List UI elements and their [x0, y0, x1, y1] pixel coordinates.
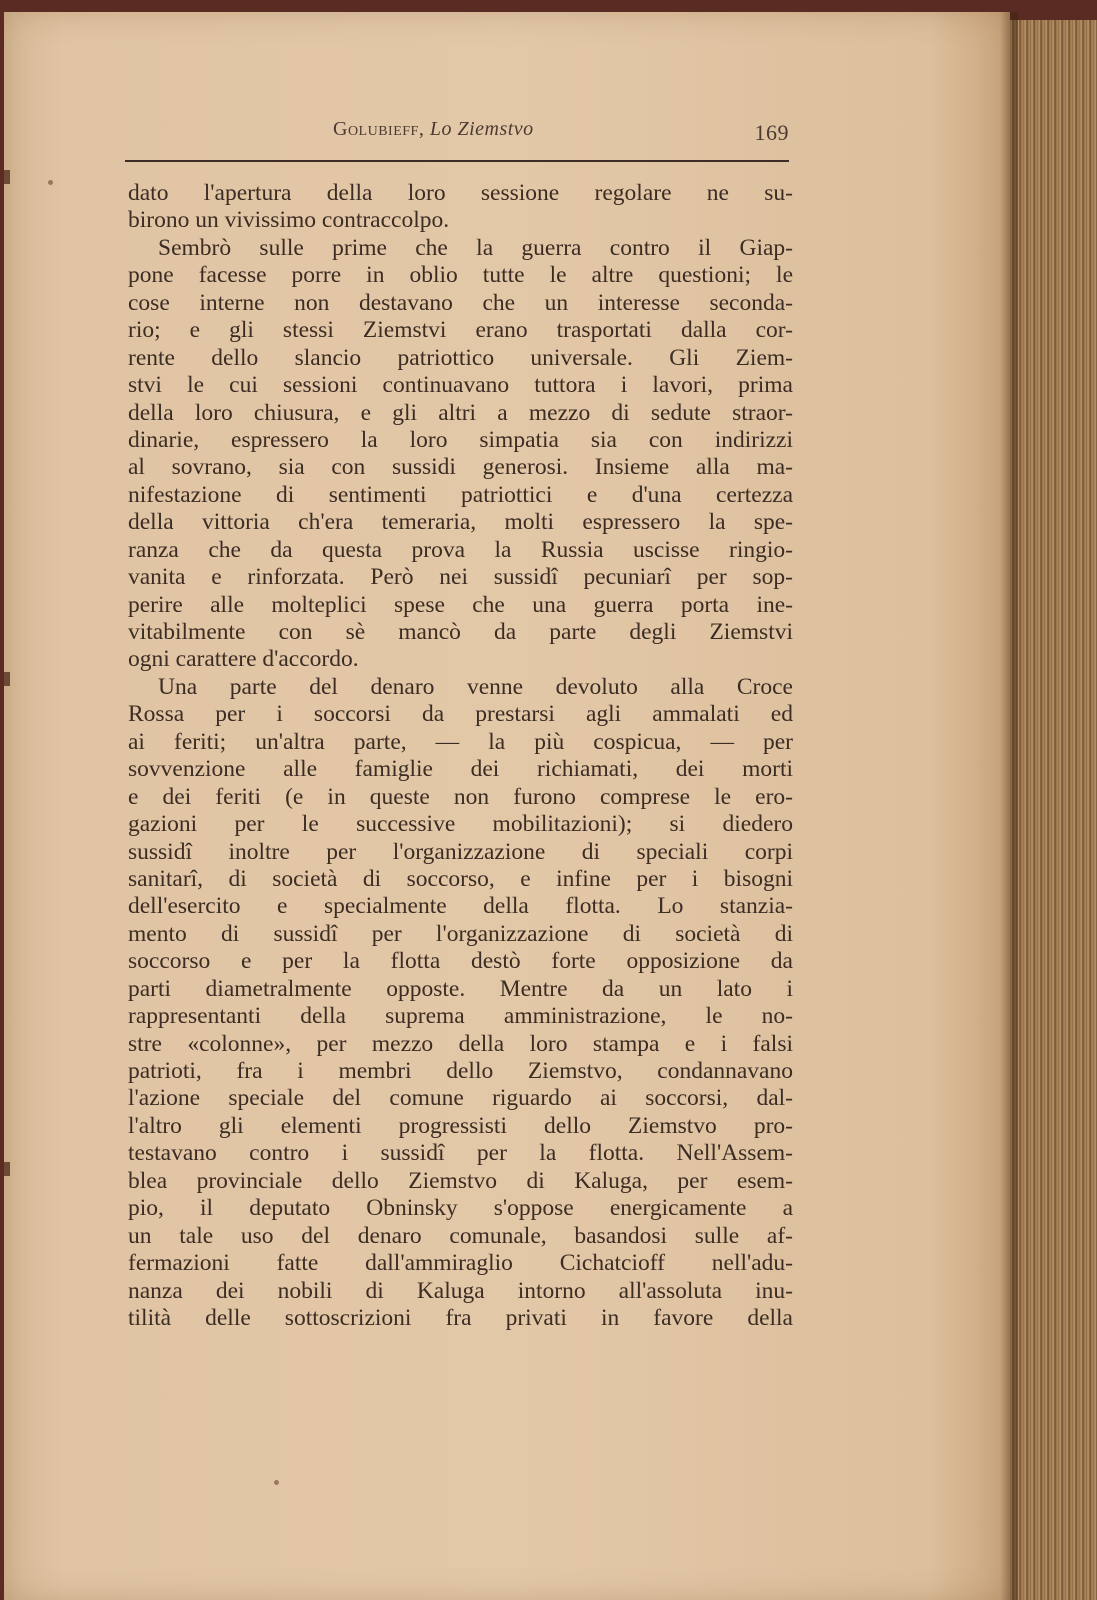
page-number: 169	[754, 120, 789, 145]
paper-speck	[48, 180, 53, 185]
text-line: ogni carattere d'accordo.	[128, 646, 359, 673]
text-line: della vittoria ch'era temeraria, molti espressero la spe-	[128, 509, 793, 536]
text-line: nanza dei nobili di Kaluga intorno all'assoluta inu-	[128, 1277, 793, 1304]
text-line: vitabilmente con sè mancò da parte degli Ziemstvi	[128, 619, 793, 645]
running-head-title	[333, 118, 534, 141]
text-line: nifestazione di sentimenti patriottici e d'una certezza	[128, 481, 793, 508]
text-line: vanita e rinforzata. Però nei sussidî pecuniarî per sop-	[128, 564, 793, 591]
text-line: stre «colonne», per mezzo della loro stampa e i falsi	[128, 1030, 793, 1057]
text-line: dato l'apertura della loro sessione regolare ne su-	[128, 180, 793, 206]
margin-mark	[4, 170, 10, 184]
text-line: patrioti, fra i membri dello Ziemstvo, condannavano	[128, 1058, 793, 1084]
text-line: pone facesse porre in oblio tutte le altre questioni; le	[128, 262, 793, 289]
text-line: l'azione speciale del comune riguardo ai soccorsi, dal-	[128, 1085, 793, 1112]
body-text	[128, 180, 793, 1332]
text-line: stvi le cui sessioni continuavano tuttora i lavori, prima	[128, 372, 793, 399]
text-line: rappresentanti della suprema amministrazione, le no-	[128, 1003, 793, 1030]
text-line: Rossa per i soccorsi da prestarsi agli ammalati ed	[128, 701, 793, 728]
text-line: ai feriti; un'altra parte, — la più cospicua, — per	[128, 728, 793, 755]
text-line: gazioni per le successive mobilitazioni); si diedero	[128, 811, 793, 838]
book-page-edges	[1008, 20, 1097, 1600]
running-head-work: Lo Ziemstvo	[429, 118, 534, 140]
header-rule	[125, 160, 789, 162]
text-line: della loro chiusura, e gli altri a mezzo di sedute straor-	[128, 399, 793, 426]
text-line: birono un vivissimo contraccolpo.	[128, 207, 450, 234]
text-line: soccorso e per la flotta destò forte opposizione da	[128, 948, 793, 975]
text-line: ranza che da questa prova la Russia uscisse ringio-	[128, 536, 793, 563]
text-line: rente dello slancio patriottico universale. Gli Ziem-	[128, 344, 793, 371]
text-line: testavano contro i sussidî per la flotta. Nell'Assem-	[128, 1140, 793, 1167]
text-line: e dei feriti (e in queste non furono comprese le ero-	[128, 783, 793, 810]
text-line: pio, il deputato Obninsky s'oppose energicamente a	[128, 1195, 793, 1222]
text-line: sanitarî, di società di soccorso, e infine per i bisogni	[128, 865, 793, 892]
text-line: perire alle molteplici spese che una guerra porta ine-	[128, 591, 793, 618]
text-line: sovvenzione alle famiglie dei richiamati, dei morti	[128, 756, 793, 783]
text-line: sussidî inoltre per l'organizzazione di speciali corpi	[128, 838, 793, 865]
margin-mark	[4, 672, 10, 686]
gutter-shadow	[1000, 12, 1018, 1600]
text-line: fermazioni fatte dall'ammiraglio Cichatcioff nell'adu-	[128, 1250, 793, 1277]
text-line: dell'esercito e specialmente della flotta. Lo stanzia-	[128, 893, 793, 920]
text-line: tilità delle sottoscrizioni fra privati in favore della	[128, 1304, 793, 1331]
text-line: mento di sussidî per l'organizzazione di società di	[128, 920, 793, 947]
text-line: Sembrò sulle prime che la guerra contro il Giap-	[158, 234, 793, 261]
running-head	[125, 118, 789, 148]
text-line: l'altro gli elementi progressisti dello Ziemstvo pro-	[128, 1112, 793, 1139]
text-line: Una parte del denaro venne devoluto alla Croce	[158, 673, 793, 700]
running-head-author: Golubieff	[333, 118, 419, 140]
text-line: un tale uso del denaro comunale, basandosi sulle af-	[128, 1222, 793, 1249]
text-line: cose interne non destavano che un interesse seconda-	[128, 289, 793, 316]
margin-mark	[4, 1162, 10, 1176]
running-head-separator: ,	[418, 118, 430, 140]
text-line: dinarie, espressero la loro simpatia sia con indirizzi	[128, 426, 793, 453]
text-line: blea provinciale dello Ziemstvo di Kaluga, per esem-	[128, 1167, 793, 1194]
text-line: parti diametralmente opposte. Mentre da un lato i	[128, 975, 793, 1002]
text-line: al sovrano, sia con sussidi generosi. Insieme alla ma-	[128, 454, 793, 481]
text-line: rio; e gli stessi Ziemstvi erano trasportati dalla cor-	[128, 317, 793, 344]
paper-speck	[274, 1480, 279, 1485]
